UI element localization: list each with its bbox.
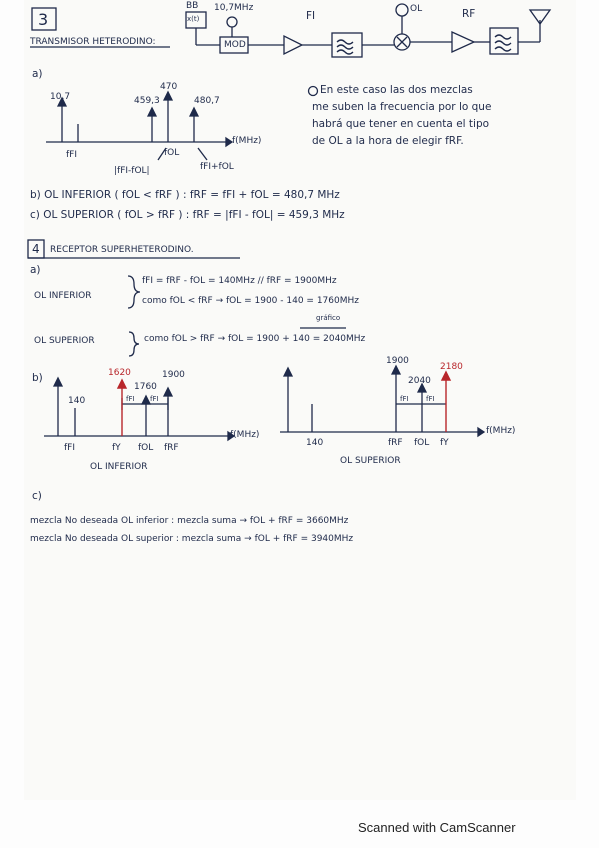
left-below-fy: fY (112, 443, 121, 453)
ol-inferior-label: OL INFERIOR (34, 291, 92, 301)
right-value-1900: 1900 (386, 356, 409, 366)
oscillator-circle (227, 17, 237, 27)
left-value-1900: 1900 (162, 370, 185, 380)
peak-470: 470 (160, 82, 178, 92)
below-sum: fFI+fOL (200, 162, 234, 172)
amp-1-triangle (284, 36, 302, 54)
right-caption: OL SUPERIOR (340, 456, 401, 466)
exercise-4-title: RECEPTOR SUPERHETERODINO. (50, 245, 194, 255)
camscanner-watermark: Scanned with CamScanner (358, 820, 516, 835)
left-spacing-2: fFI (150, 395, 159, 403)
below-ffi: fFI (66, 150, 77, 160)
left-caption: OL INFERIOR (90, 462, 148, 472)
right-spacing-2: fFI (426, 395, 435, 403)
ex4-a-superior-line: como fOL > fRF → fOL = 1900 + 140 = 2040MHz (144, 334, 366, 344)
ex3-b-line: b) OL INFERIOR ( fOL < fRF ) : fRF = fFI + fOL = 480,7 MHz (30, 189, 340, 201)
left-axis-label: f(MHz) (230, 430, 260, 440)
bb-label: BB (186, 1, 199, 11)
note-line-4: de OL a la hora de elegir fRF. (312, 135, 464, 147)
right-value-2180: 2180 (440, 362, 463, 372)
left-spacing-1: fFI (126, 395, 135, 403)
brace-inferior (128, 276, 140, 308)
spectrum-a-axis-label: f(MHz) (232, 136, 262, 146)
osc-freq-label: 10,7MHz (214, 3, 254, 13)
right-below-frf: fRF (388, 438, 403, 448)
ex4-b-label: b) (32, 372, 43, 384)
left-value-140: 140 (68, 396, 86, 406)
ex4-a-inferior-line1: fFI = fRF - fOL = 140MHz // fRF = 1900MHz (142, 276, 337, 286)
right-value-140: 140 (306, 438, 324, 448)
ex3-a-label: a) (32, 68, 43, 80)
right-below-fy: fY (440, 438, 449, 448)
peak-459-3: 459,3 (134, 96, 160, 106)
right-spacing-1: fFI (400, 395, 409, 403)
left-value-1760: 1760 (134, 382, 157, 392)
ol-label: OL (410, 4, 423, 14)
ex4-c-line1: mezcla No deseada OL inferior : mezcla suma → fOL + fRF = 3660MHz (30, 516, 349, 526)
below-diff: |fFI-fOL| (114, 166, 150, 176)
left-below-ffi: fFI (64, 443, 75, 453)
fi-label: FI (306, 10, 316, 22)
exercise-3-title: TRANSMISOR HETERODINO: (30, 37, 156, 47)
peak-480-7: 480,7 (194, 96, 220, 106)
left-below-frf: fRF (164, 443, 179, 453)
rf-label: RF (462, 8, 476, 20)
note-line-3: habrá que tener en cuenta el tipo (312, 118, 490, 130)
below-fol: fOL (164, 148, 180, 158)
right-axis-label: f(MHz) (486, 426, 516, 436)
mod-label: MOD (224, 40, 246, 50)
exercise-4-number: 4 (32, 242, 40, 256)
left-value-1620: 1620 (108, 368, 131, 378)
ex4-a-inferior-line2: como fOL < fRF → fOL = 1900 - 140 = 1760MHz (142, 296, 359, 306)
ex4-c-line2: mezcla No deseada OL superior : mezcla suma → fOL + fRF = 3940MHz (30, 534, 354, 544)
brace-superior (129, 332, 139, 356)
note-line-2: me suben la frecuencia por lo que (312, 101, 492, 113)
right-value-2040: 2040 (408, 376, 431, 386)
left-below-fol: fOL (138, 443, 154, 453)
ex4-a-label: a) (30, 264, 41, 276)
grafico-annotation: gráfico (316, 314, 341, 322)
ex4-c-label: c) (32, 490, 42, 502)
peak-10-7: 10,7 (50, 92, 71, 102)
ol-superior-label: OL SUPERIOR (34, 336, 95, 346)
xt-label: x(t) (187, 15, 200, 23)
ex3-c-line: c) OL SUPERIOR ( fOL > fRF ) : fRF = |fFI - fOL| = 459,3 MHz (30, 209, 345, 221)
ol-oscillator (396, 4, 408, 16)
exercise-3-number: 3 (38, 10, 49, 29)
note-line-1: En este caso las dos mezclas (320, 84, 473, 96)
right-below-fol: fOL (414, 438, 430, 448)
amp-2-triangle (452, 32, 474, 52)
